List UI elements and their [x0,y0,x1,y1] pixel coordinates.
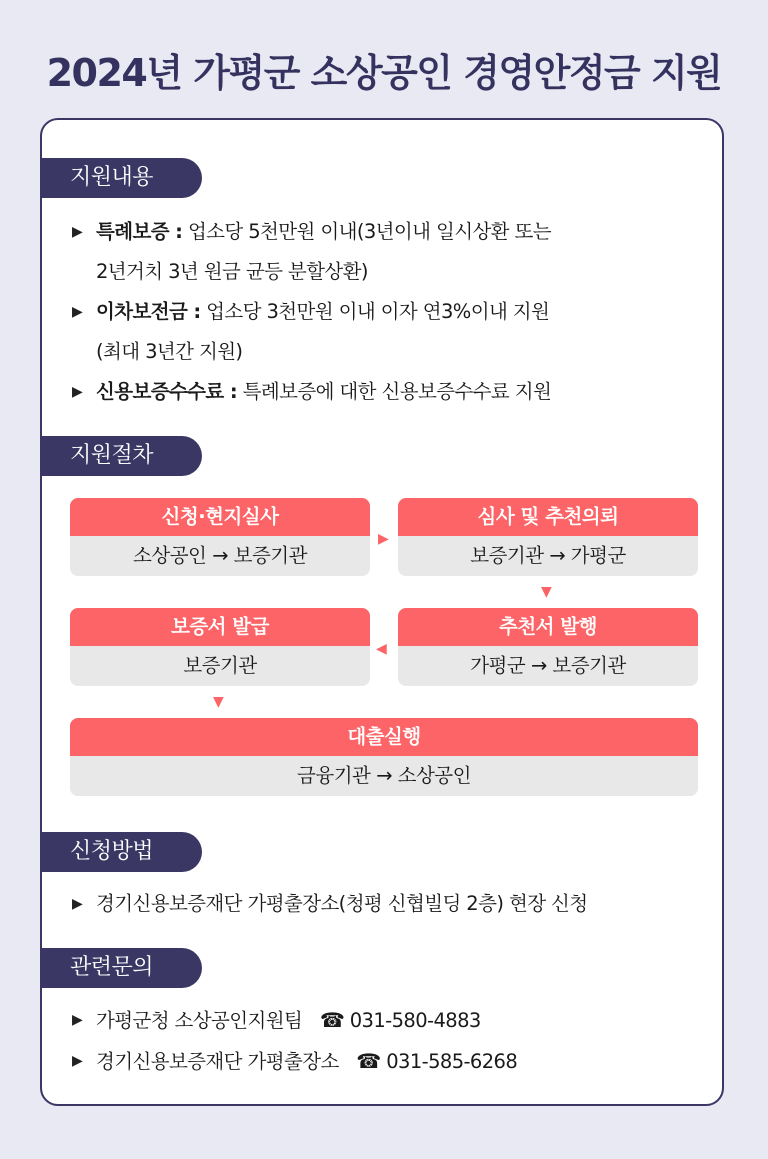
contact-list [72,1000,702,1082]
contact-name: 가평군청 소상공인지원팀 [96,1009,303,1032]
contact-phone[interactable]: 031-580-4883 [349,1009,481,1032]
method-list [72,884,702,924]
step-detail: 금융기관 → 소상공인 [70,756,698,796]
step-detail: 보증기관 → 가평군 [398,536,698,576]
phone-icon: ☎ [319,1008,345,1032]
process-step [70,498,370,576]
item-term: 신용보증수수료 : [96,380,238,403]
list-item [72,292,702,372]
info-card [40,118,724,1106]
phone-icon: ☎ [356,1049,381,1073]
step-title: 심사 및 추천의뢰 [398,498,698,536]
list-item [72,372,702,412]
step-detail: 소상공인 → 보증기관 [70,536,370,576]
process-step [398,498,698,576]
list-item [72,1000,702,1041]
triangle-right-icon: ▶ [72,304,83,320]
item-text: 업소당 5천만원 이내(3년이내 일시상환 또는 [182,220,551,243]
process-step [70,718,698,796]
process-step [398,608,698,686]
process-step [70,608,370,686]
triangle-right-icon: ▶ [72,1053,83,1069]
content-list [72,212,702,412]
section-header-procedure: 지원절차 [40,436,202,476]
arrow-left-icon: ◀ [376,641,387,657]
item-continuation: (최대 3년간 지원) [96,340,243,363]
section-header-contact: 관련문의 [40,948,202,988]
item-text: 경기신용보증재단 가평출장소(청평 신협빌딩 2층) 현장 신청 [96,892,588,915]
item-text: 특례보증에 대한 신용보증수수료 지원 [237,380,552,403]
step-title: 보증서 발급 [70,608,370,646]
item-continuation: 2년거치 3년 원금 균등 분할상환) [96,260,368,283]
triangle-right-icon: ▶ [72,384,83,400]
triangle-right-icon: ▶ [72,1012,83,1028]
triangle-right-icon: ▶ [72,224,83,240]
arrow-down-icon: ▼ [213,694,224,710]
item-term: 특례보증 : [96,220,183,243]
list-item [72,1041,702,1082]
item-text: 업소당 3천만원 이내 이자 연3%이내 지원 [200,300,550,323]
list-item [72,884,702,924]
section-header-content: 지원내용 [40,158,202,198]
step-detail: 보증기관 [70,646,370,686]
contact-phone[interactable]: 031-585-6268 [386,1050,518,1073]
page-title: 2024년 가평군 소상공인 경영안정금 지원 [46,51,722,95]
list-item [72,212,702,292]
contact-name: 경기신용보증재단 가평출장소 [96,1050,339,1073]
step-title: 신청·현지실사 [70,498,370,536]
item-term: 이차보전금 : [96,300,201,323]
arrow-down-icon: ▼ [541,584,552,600]
step-title: 추천서 발행 [398,608,698,646]
arrow-right-icon: ▶ [378,531,389,547]
step-detail: 가평군 → 보증기관 [398,646,698,686]
step-title: 대출실행 [70,718,698,756]
section-header-method: 신청방법 [40,832,202,872]
triangle-right-icon: ▶ [72,896,83,912]
